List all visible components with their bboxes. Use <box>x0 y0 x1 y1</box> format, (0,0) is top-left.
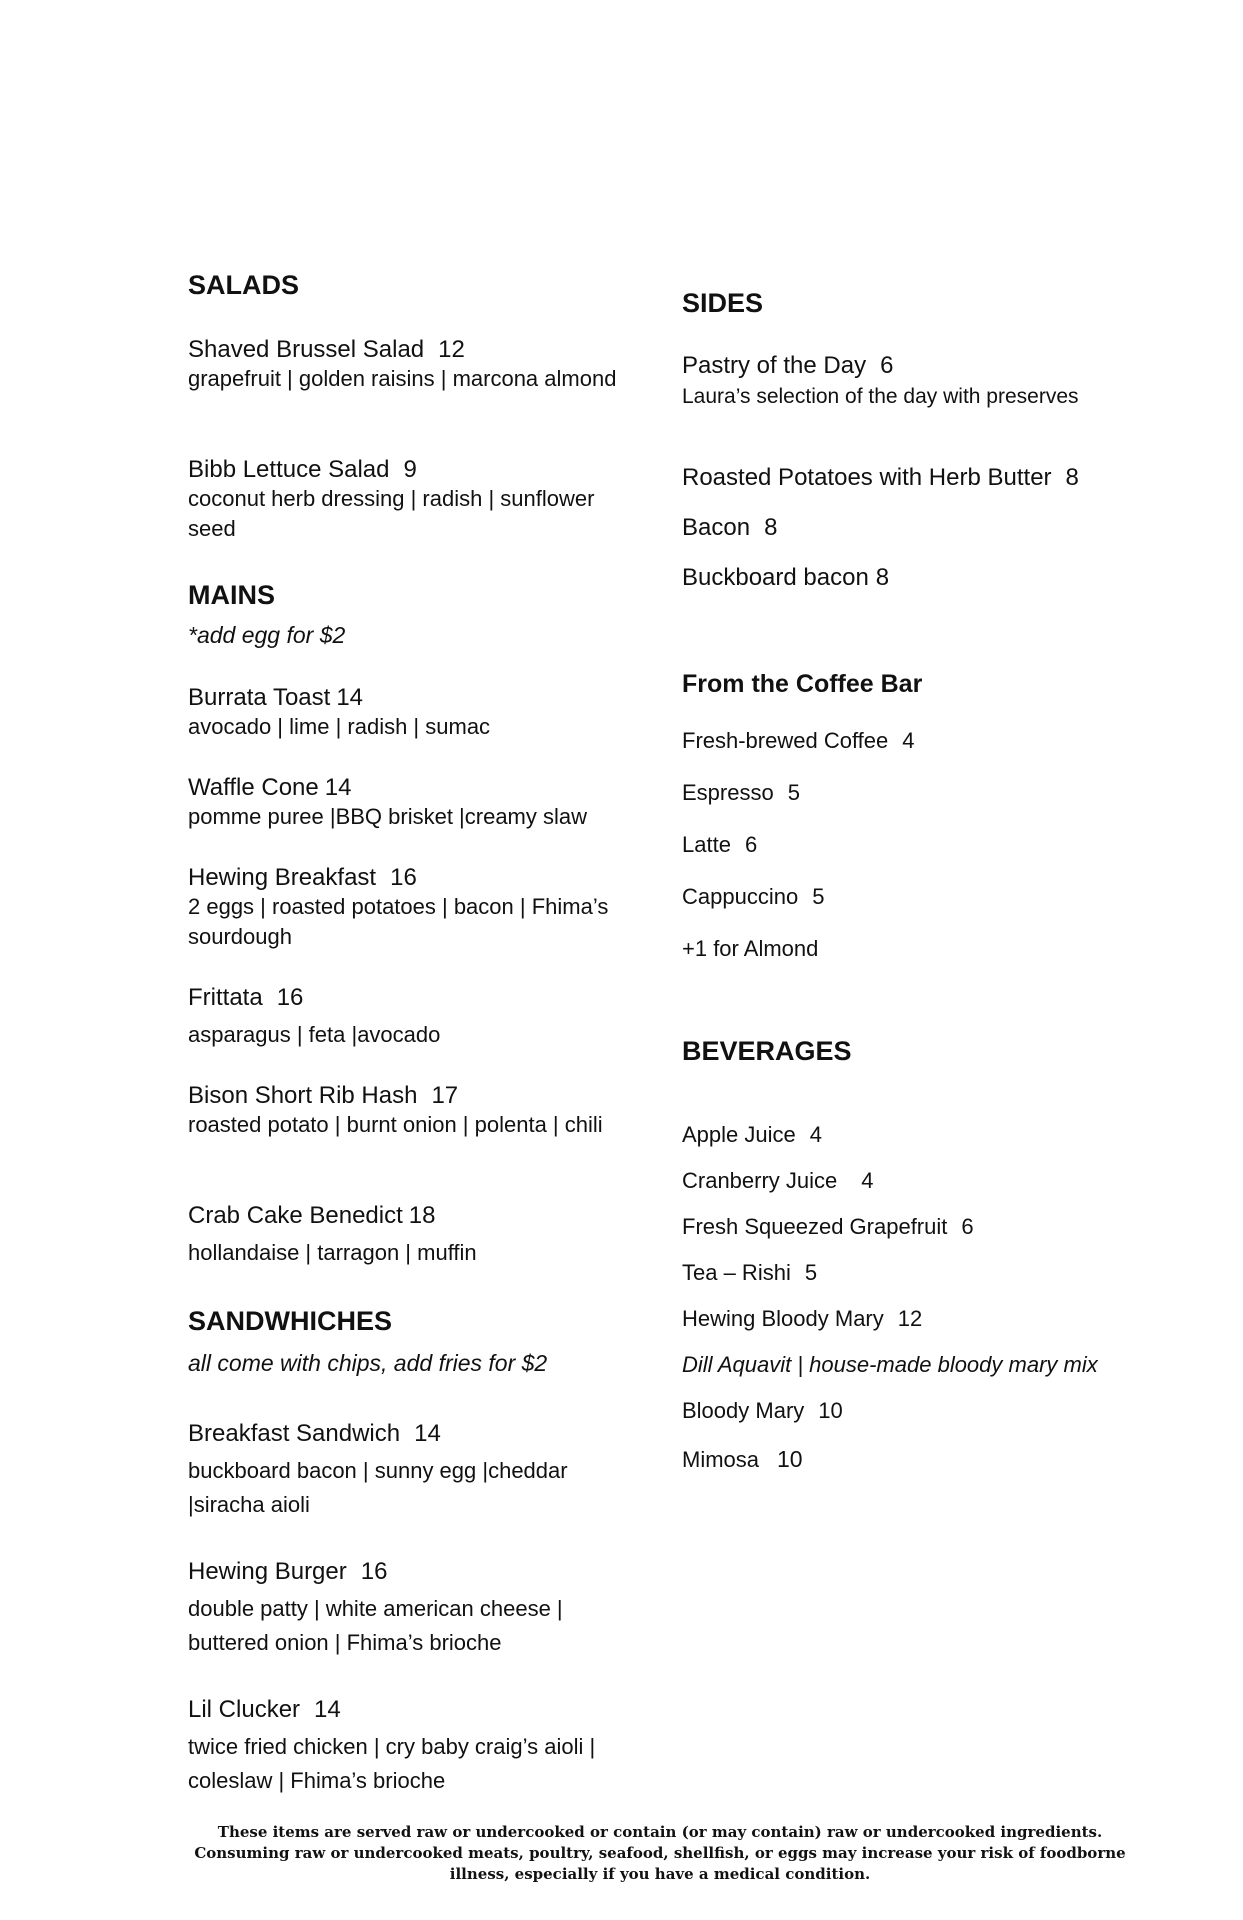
menu-item <box>682 564 1152 592</box>
beverages-heading: BEVERAGES <box>682 1036 852 1066</box>
item-price: 14 <box>324 774 352 801</box>
item-price: 6 <box>961 1214 974 1239</box>
item-price: 4 <box>902 728 915 753</box>
item-price: 16 <box>276 984 304 1011</box>
menu-item <box>188 456 628 484</box>
item-desc: double patty | white american cheese | buttered onion | Fhima’s brioche <box>188 1596 563 1655</box>
menu-item <box>682 1260 1152 1286</box>
menu-item <box>188 336 628 364</box>
menu-item <box>188 684 628 712</box>
coffee-heading: From the Coffee Bar <box>682 670 923 698</box>
item-name: Latte <box>682 832 731 857</box>
item-desc: coconut herb dressing | radish | sunflower seed <box>188 486 595 541</box>
salads-heading: SALADS <box>188 270 300 300</box>
item-name: Crab Cake Benedict <box>188 1202 403 1229</box>
item-name: Cappuccino <box>682 884 799 909</box>
item-name: Dill Aquavit | house-made bloody mary mix <box>682 1352 1098 1377</box>
item-name: Fresh Squeezed Grapefruit <box>682 1214 948 1239</box>
menu-item <box>682 884 1152 910</box>
item-price: 17 <box>431 1082 459 1109</box>
item-name: Roasted Potatoes with Herb Butter <box>682 464 1052 491</box>
item-name: Shaved Brussel Salad <box>188 336 425 363</box>
menu-item <box>682 1306 1152 1332</box>
item-price: 12 <box>897 1306 923 1331</box>
item-price: 5 <box>804 1260 818 1285</box>
menu-item <box>188 864 628 892</box>
menu-item <box>682 1122 1152 1148</box>
item-price: 9 <box>403 456 417 483</box>
menu-item <box>188 1696 628 1724</box>
item-name: Cranberry Juice <box>682 1168 838 1193</box>
menu-item <box>682 1214 1152 1240</box>
food-safety-disclaimer: These items are served raw or undercooked or contain (or may contain) raw or undercooked ingredients. Consuming raw or undercooked meats, poultry, seafood, shellfish, or eggs may increase your risk of foodborne illness, especially if you have a medical condition. <box>194 1823 1126 1883</box>
item-name: Bloody Mary <box>682 1398 805 1423</box>
item-desc: grapefruit | golden raisins | marcona almond <box>188 366 617 391</box>
item-desc: pomme puree |BBQ brisket |creamy slaw <box>188 804 588 829</box>
item-name: Tea – Rishi <box>682 1260 791 1285</box>
sandwiches-note: all come with chips, add fries for $2 <box>188 1350 548 1376</box>
item-name: Fresh-brewed Coffee <box>682 728 889 753</box>
menu-item <box>682 936 1152 962</box>
menu-item <box>188 1202 628 1230</box>
item-name: Pastry of the Day <box>682 352 867 379</box>
item-desc: 2 eggs | roasted potatoes | bacon | Fhima’s sourdough <box>188 894 609 949</box>
item-desc: asparagus | feta |avocado <box>188 1022 441 1047</box>
item-price: 10 <box>777 1446 803 1472</box>
item-price: 16 <box>390 864 417 891</box>
menu-item <box>682 514 1152 542</box>
menu-item <box>682 780 1152 806</box>
menu-item <box>682 464 1152 492</box>
menu-item <box>188 1082 628 1110</box>
item-name: Waffle Cone <box>188 774 319 801</box>
item-name: Hewing Breakfast <box>188 864 377 891</box>
menu-item <box>682 1168 1152 1194</box>
item-desc: roasted potato | burnt onion | polenta | chili <box>188 1112 603 1137</box>
item-name: +1 for Almond <box>682 936 819 961</box>
item-name: Bacon <box>682 514 751 541</box>
item-price: 16 <box>360 1558 388 1585</box>
item-name: Frittata <box>188 984 263 1011</box>
item-desc: buckboard bacon | sunny egg |cheddar |siracha aioli <box>188 1458 568 1517</box>
menu-item <box>682 832 1152 858</box>
menu-item <box>188 1558 628 1586</box>
item-price: 4 <box>809 1122 822 1147</box>
item-price: 10 <box>818 1398 843 1423</box>
item-desc: hollandaise | tarragon | muffin <box>188 1240 477 1265</box>
menu-item <box>682 1446 1152 1473</box>
item-price: 14 <box>314 1696 341 1723</box>
mains-note: *add egg for $2 <box>188 622 346 648</box>
menu-item <box>682 1352 1152 1378</box>
item-name: Bison Short Rib Hash <box>188 1082 418 1109</box>
item-price: 8 <box>875 564 890 591</box>
item-price: 14 <box>414 1420 441 1447</box>
menu-item <box>682 1398 1152 1424</box>
menu-item <box>682 728 1152 754</box>
item-name: Buckboard bacon <box>682 564 869 591</box>
item-name: Bibb Lettuce Salad <box>188 456 390 483</box>
item-price: 8 <box>764 514 778 541</box>
item-price: 18 <box>408 1202 436 1229</box>
item-name: Hewing Burger <box>188 1558 347 1585</box>
menu-item <box>188 1420 628 1448</box>
item-name: Burrata Toast <box>188 684 331 711</box>
item-price: 12 <box>438 336 465 363</box>
menu-item <box>188 774 628 802</box>
sides-heading: SIDES <box>682 288 764 318</box>
item-price: 6 <box>880 352 894 379</box>
item-desc: Laura’s selection of the day with preserves <box>682 385 1079 408</box>
item-name: Apple Juice <box>682 1122 796 1147</box>
item-name: Hewing Bloody Mary <box>682 1306 884 1331</box>
item-desc: twice fried chicken | cry baby craig’s aioli | coleslaw | Fhima’s brioche <box>188 1734 596 1793</box>
item-name: Lil Clucker <box>188 1696 301 1723</box>
item-price: 8 <box>1065 464 1079 491</box>
item-price: 5 <box>787 780 800 805</box>
mains-heading: MAINS <box>188 580 275 610</box>
item-desc: avocado | lime | radish | sumac <box>188 714 491 739</box>
item-price: 14 <box>336 684 364 711</box>
item-name: Mimosa <box>682 1447 760 1472</box>
item-price: 5 <box>812 884 825 909</box>
sandwiches-heading: SANDWHICHES <box>188 1306 393 1336</box>
item-price: 4 <box>861 1168 874 1193</box>
item-name: Breakfast Sandwich <box>188 1420 401 1447</box>
item-price: 6 <box>744 832 758 857</box>
item-name: Espresso <box>682 780 774 805</box>
menu-item <box>188 984 628 1012</box>
menu-item <box>682 352 1152 380</box>
